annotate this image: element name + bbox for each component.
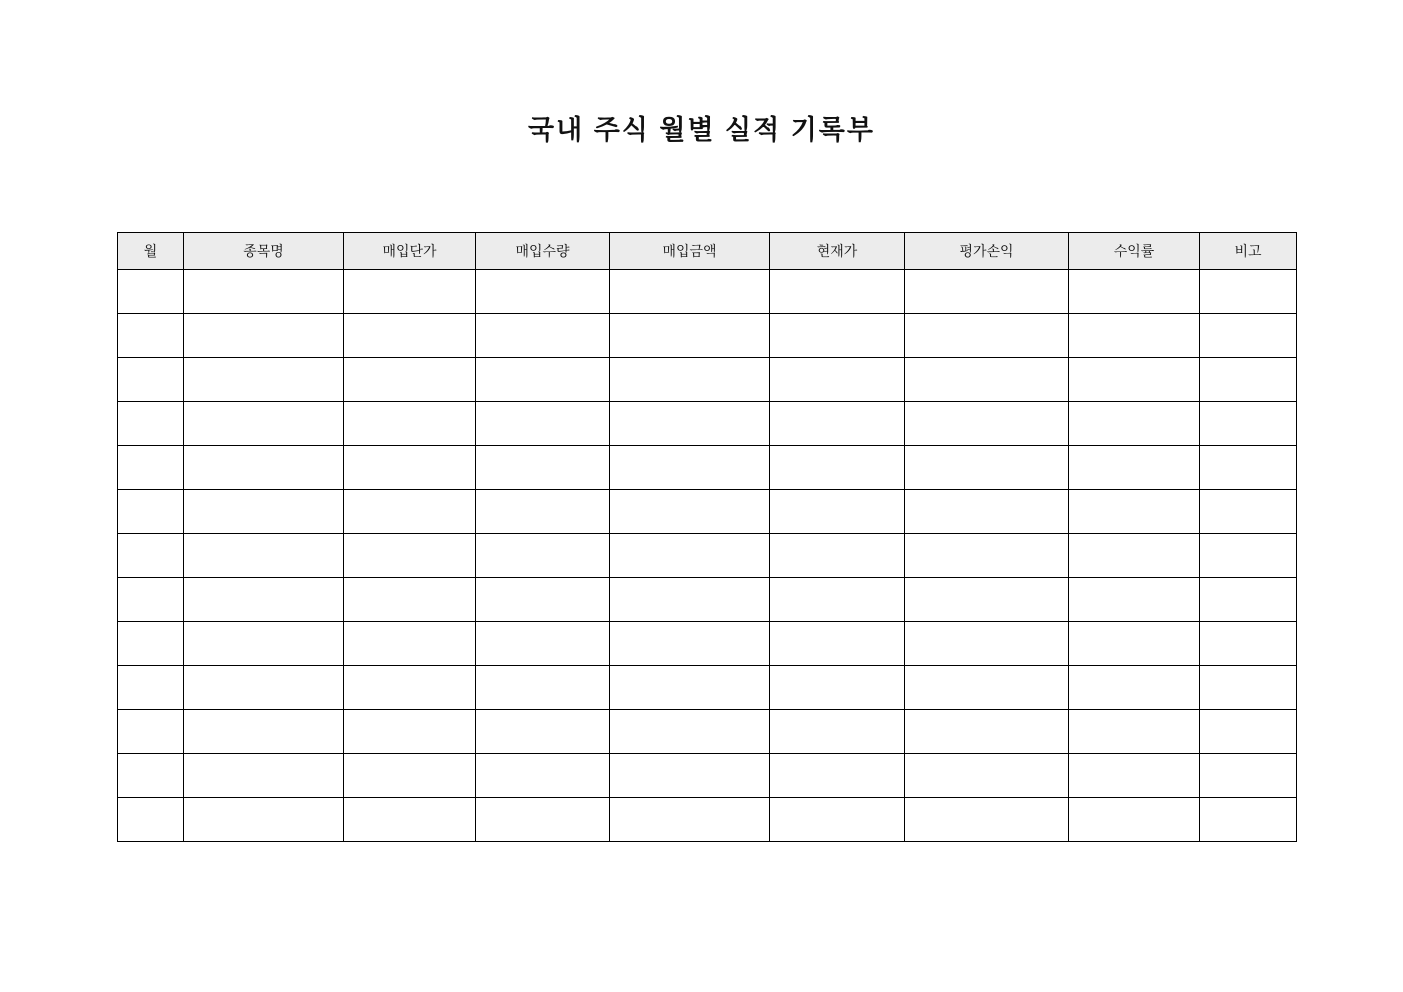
cell-buy-amount[interactable] — [610, 798, 770, 842]
cell-buy-price[interactable] — [344, 754, 476, 798]
cell-stock-name[interactable] — [184, 710, 344, 754]
cell-return-rate[interactable] — [1069, 314, 1200, 358]
cell-return-rate[interactable] — [1069, 490, 1200, 534]
cell-buy-quantity[interactable] — [476, 622, 610, 666]
cell-buy-quantity[interactable] — [476, 402, 610, 446]
cell-month[interactable] — [118, 754, 184, 798]
table-row — [118, 754, 1297, 798]
cell-valuation-pl[interactable] — [905, 446, 1069, 490]
cell-buy-quantity[interactable] — [476, 446, 610, 490]
column-header-stock-name: 종목명 — [184, 233, 344, 270]
cell-stock-name[interactable] — [184, 534, 344, 578]
table-row — [118, 622, 1297, 666]
cell-current-price[interactable] — [770, 666, 905, 710]
column-header-valuation-pl: 평가손익 — [905, 233, 1069, 270]
cell-month[interactable] — [118, 314, 184, 358]
cell-note[interactable] — [1200, 446, 1297, 490]
cell-buy-amount[interactable] — [610, 446, 770, 490]
cell-buy-amount[interactable] — [610, 534, 770, 578]
cell-note[interactable] — [1200, 402, 1297, 446]
cell-buy-price[interactable] — [344, 578, 476, 622]
cell-current-price[interactable] — [770, 578, 905, 622]
cell-return-rate[interactable] — [1069, 402, 1200, 446]
cell-month[interactable] — [118, 402, 184, 446]
cell-current-price[interactable] — [770, 534, 905, 578]
cell-valuation-pl[interactable] — [905, 270, 1069, 314]
cell-valuation-pl[interactable] — [905, 490, 1069, 534]
cell-buy-price[interactable] — [344, 622, 476, 666]
table-header-row — [118, 233, 1297, 270]
cell-buy-amount[interactable] — [610, 358, 770, 402]
cell-buy-amount[interactable] — [610, 402, 770, 446]
table-row — [118, 534, 1297, 578]
cell-buy-price[interactable] — [344, 666, 476, 710]
cell-buy-quantity[interactable] — [476, 314, 610, 358]
cell-buy-amount[interactable] — [610, 490, 770, 534]
cell-return-rate[interactable] — [1069, 578, 1200, 622]
cell-buy-amount[interactable] — [610, 666, 770, 710]
cell-valuation-pl[interactable] — [905, 754, 1069, 798]
cell-stock-name[interactable] — [184, 754, 344, 798]
cell-current-price[interactable] — [770, 402, 905, 446]
cell-note[interactable] — [1200, 710, 1297, 754]
cell-month[interactable] — [118, 358, 184, 402]
cell-note[interactable] — [1200, 798, 1297, 842]
table-row — [118, 314, 1297, 358]
cell-buy-amount[interactable] — [610, 578, 770, 622]
cell-buy-quantity[interactable] — [476, 754, 610, 798]
cell-note[interactable] — [1200, 490, 1297, 534]
column-header-buy-price: 매입단가 — [344, 233, 476, 270]
cell-month[interactable] — [118, 446, 184, 490]
cell-valuation-pl[interactable] — [905, 402, 1069, 446]
cell-month[interactable] — [118, 534, 184, 578]
table-row — [118, 578, 1297, 622]
column-header-return-rate: 수익률 — [1069, 233, 1200, 270]
cell-buy-amount[interactable] — [610, 710, 770, 754]
cell-current-price[interactable] — [770, 710, 905, 754]
cell-valuation-pl[interactable] — [905, 710, 1069, 754]
cell-buy-price[interactable] — [344, 446, 476, 490]
cell-return-rate[interactable] — [1069, 270, 1200, 314]
cell-buy-price[interactable] — [344, 798, 476, 842]
cell-valuation-pl[interactable] — [905, 314, 1069, 358]
cell-current-price[interactable] — [770, 490, 905, 534]
cell-note[interactable] — [1200, 754, 1297, 798]
cell-buy-price[interactable] — [344, 402, 476, 446]
table-body — [118, 270, 1297, 842]
cell-stock-name[interactable] — [184, 314, 344, 358]
cell-buy-price[interactable] — [344, 490, 476, 534]
column-header-buy-amount: 매입금액 — [610, 233, 770, 270]
page-title: 국내 주식 월별 실적 기록부 — [528, 115, 875, 145]
column-header-note: 비고 — [1200, 233, 1297, 270]
cell-valuation-pl[interactable] — [905, 798, 1069, 842]
cell-buy-quantity[interactable] — [476, 270, 610, 314]
cell-buy-quantity[interactable] — [476, 534, 610, 578]
cell-current-price[interactable] — [770, 270, 905, 314]
cell-return-rate[interactable] — [1069, 754, 1200, 798]
cell-return-rate[interactable] — [1069, 666, 1200, 710]
cell-return-rate[interactable] — [1069, 358, 1200, 402]
cell-buy-amount[interactable] — [610, 270, 770, 314]
table-row — [118, 358, 1297, 402]
table-header — [118, 233, 1297, 270]
cell-buy-price[interactable] — [344, 710, 476, 754]
cell-month[interactable] — [118, 622, 184, 666]
cell-valuation-pl[interactable] — [905, 622, 1069, 666]
cell-stock-name[interactable] — [184, 666, 344, 710]
cell-buy-amount[interactable] — [610, 754, 770, 798]
cell-buy-quantity[interactable] — [476, 358, 610, 402]
cell-current-price[interactable] — [770, 358, 905, 402]
cell-buy-quantity[interactable] — [476, 666, 610, 710]
cell-stock-name[interactable] — [184, 358, 344, 402]
cell-buy-amount[interactable] — [610, 314, 770, 358]
cell-stock-name[interactable] — [184, 622, 344, 666]
cell-buy-quantity[interactable] — [476, 710, 610, 754]
cell-stock-name[interactable] — [184, 402, 344, 446]
cell-current-price[interactable] — [770, 754, 905, 798]
cell-note[interactable] — [1200, 622, 1297, 666]
cell-buy-price[interactable] — [344, 270, 476, 314]
cell-valuation-pl[interactable] — [905, 666, 1069, 710]
table-row — [118, 490, 1297, 534]
cell-return-rate[interactable] — [1069, 446, 1200, 490]
stock-record-table — [117, 232, 1297, 842]
cell-buy-quantity[interactable] — [476, 490, 610, 534]
cell-valuation-pl[interactable] — [905, 534, 1069, 578]
table-row — [118, 402, 1297, 446]
cell-stock-name[interactable] — [184, 270, 344, 314]
table-row — [118, 446, 1297, 490]
cell-stock-name[interactable] — [184, 446, 344, 490]
table-row — [118, 666, 1297, 710]
cell-note[interactable] — [1200, 358, 1297, 402]
cell-stock-name[interactable] — [184, 490, 344, 534]
cell-note[interactable] — [1200, 314, 1297, 358]
table-row — [118, 270, 1297, 314]
cell-note[interactable] — [1200, 534, 1297, 578]
cell-return-rate[interactable] — [1069, 622, 1200, 666]
cell-valuation-pl[interactable] — [905, 358, 1069, 402]
cell-current-price[interactable] — [770, 622, 905, 666]
cell-buy-price[interactable] — [344, 314, 476, 358]
table-row — [118, 798, 1297, 842]
cell-stock-name[interactable] — [184, 578, 344, 622]
record-table-container — [117, 232, 1286, 842]
cell-month[interactable] — [118, 666, 184, 710]
cell-buy-amount[interactable] — [610, 622, 770, 666]
cell-valuation-pl[interactable] — [905, 578, 1069, 622]
column-header-current-price: 현재가 — [770, 233, 905, 270]
cell-return-rate[interactable] — [1069, 534, 1200, 578]
column-header-month: 월 — [118, 233, 184, 270]
cell-current-price[interactable] — [770, 446, 905, 490]
cell-return-rate[interactable] — [1069, 798, 1200, 842]
cell-buy-quantity[interactable] — [476, 578, 610, 622]
cell-buy-price[interactable] — [344, 358, 476, 402]
table-row — [118, 710, 1297, 754]
cell-month[interactable] — [118, 578, 184, 622]
cell-current-price[interactable] — [770, 314, 905, 358]
cell-stock-name[interactable] — [184, 798, 344, 842]
column-header-buy-quantity: 매입수량 — [476, 233, 610, 270]
cell-month[interactable] — [118, 798, 184, 842]
cell-note[interactable] — [1200, 270, 1297, 314]
cell-month[interactable] — [118, 710, 184, 754]
cell-month[interactable] — [118, 490, 184, 534]
cell-month[interactable] — [118, 270, 184, 314]
cell-return-rate[interactable] — [1069, 710, 1200, 754]
cell-buy-quantity[interactable] — [476, 798, 610, 842]
cell-note[interactable] — [1200, 578, 1297, 622]
cell-current-price[interactable] — [770, 798, 905, 842]
cell-buy-price[interactable] — [344, 534, 476, 578]
cell-note[interactable] — [1200, 666, 1297, 710]
